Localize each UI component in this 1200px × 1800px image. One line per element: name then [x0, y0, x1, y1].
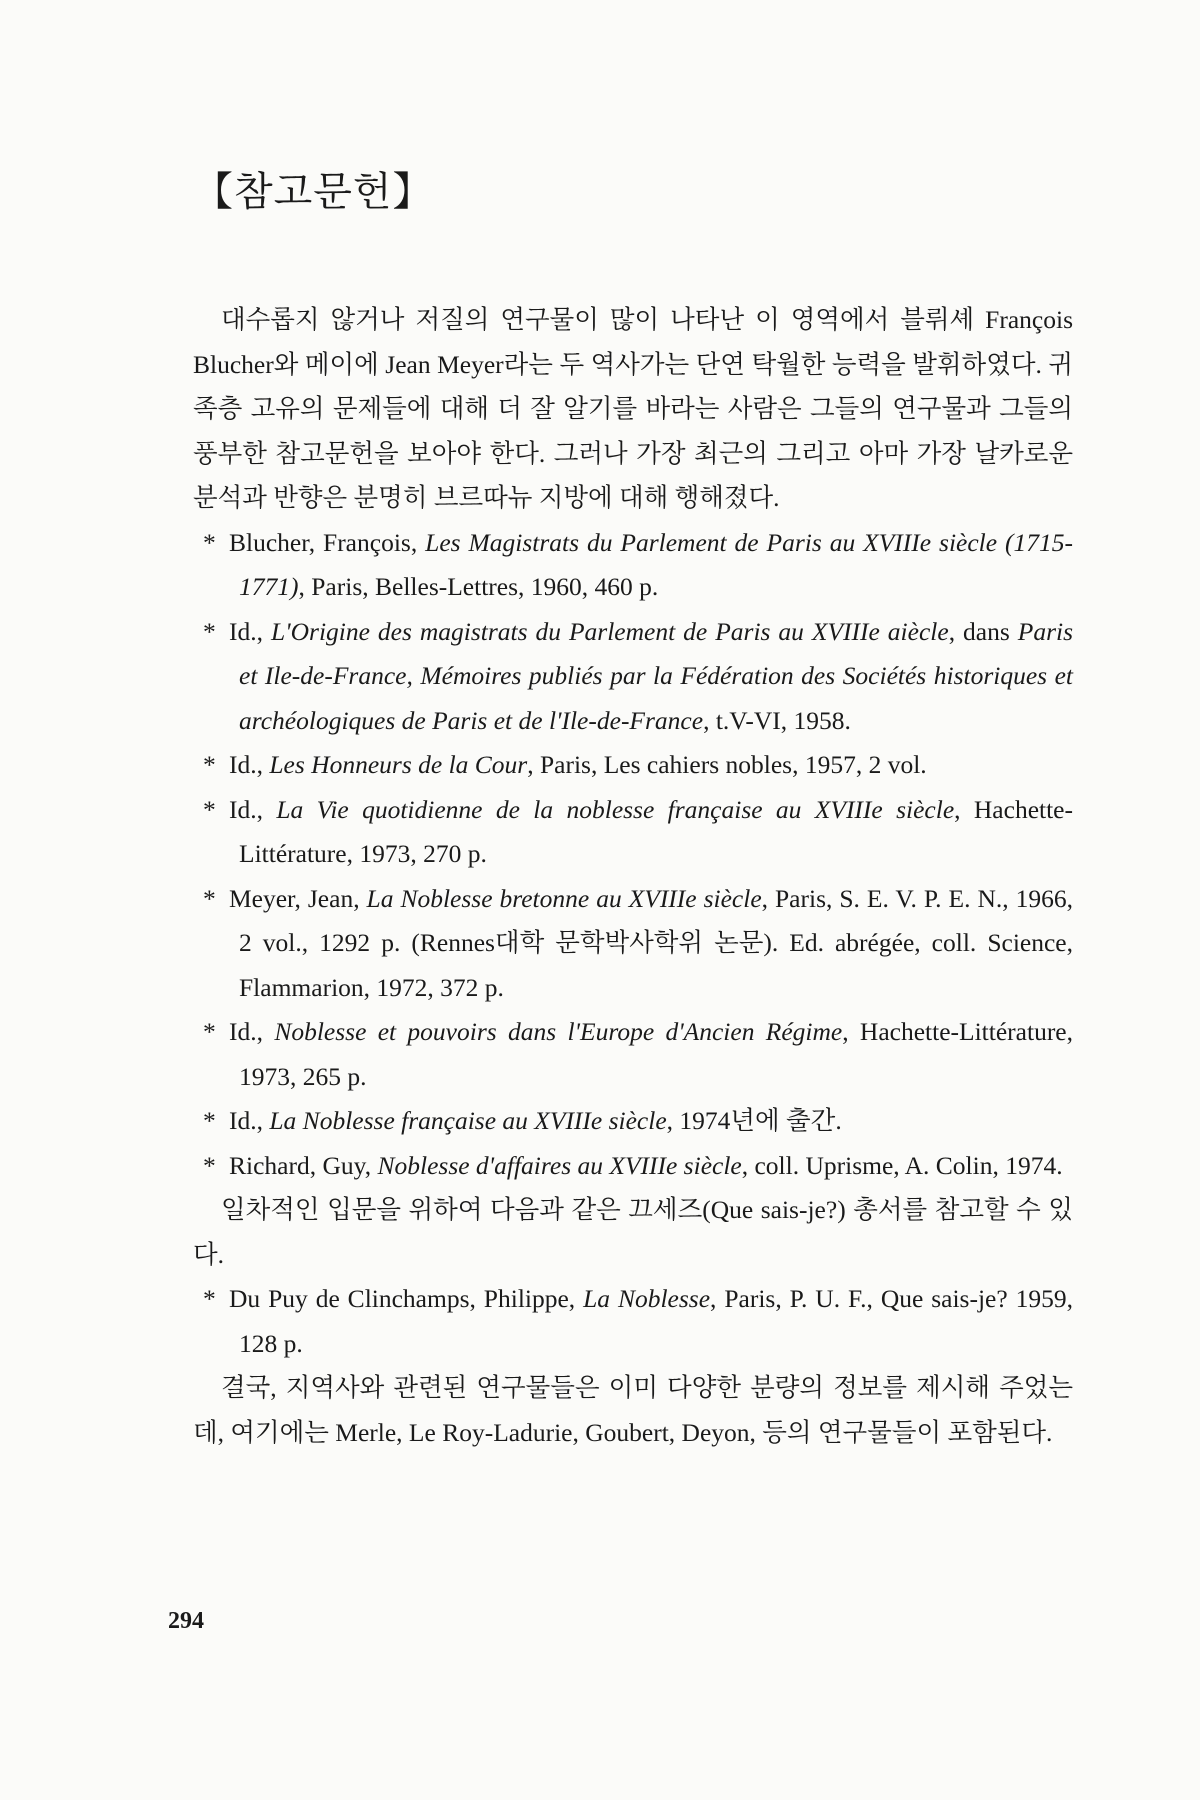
- ref-details: , t.V-VI, 1958.: [703, 705, 851, 735]
- ref-details: , Hachette-Littérature, 1973, 270 p.: [239, 794, 1073, 868]
- bullet-mark: *: [203, 750, 216, 779]
- reference-item: [201, 1277, 1073, 1366]
- reference-item: [201, 877, 1073, 1011]
- reference-item: [201, 788, 1073, 877]
- intro-paragraph: 대수롭지 않거나 저질의 연구물이 많이 나타난 이 영역에서 블뤼셰 François Blucher와 메이에 Jean Meyer라는 두 역사가는 단연 탁월한 능력을 발휘하였다. 귀족층 고유의 문제들에 대해 더 잘 알기를 바라는 사람은 그들의 연구물과 그들의 풍부한 참고문헌을 보아야 한다. 그러나 가장 최근의 그리고 아마 가장 날카로운 분석과 반향은 분명히 브르따뉴 지방에 대해 행해졌다.: [193, 305, 1073, 512]
- bullet-mark: *: [203, 1284, 216, 1313]
- closing-paragraph: 결국, 지역사와 관련된 연구물들은 이미 다양한 분량의 정보를 제시해 주었는데, 여기에는 Merle, Le Roy-Ladurie, Goubert, Deyon, 등의 연구물들이 포함된다.: [193, 1373, 1073, 1447]
- bullet-mark: *: [203, 794, 216, 824]
- reference-item: [201, 743, 1073, 788]
- document-body: [193, 298, 1073, 1455]
- reference-item: [201, 1010, 1073, 1099]
- ref-author: Id.,: [229, 794, 277, 824]
- intro-paragraph-que-sais-je: 일차적인 입문을 위하여 다음과 같은 끄세즈(Que sais-je?) 총서를 참고할 수 있다.: [193, 1195, 1073, 1269]
- reference-item: [201, 610, 1073, 744]
- ref-author: Blucher, François,: [229, 527, 426, 557]
- ref-author: Id.,: [229, 1017, 275, 1046]
- reference-item: [201, 1099, 1073, 1144]
- bullet-mark: *: [203, 527, 216, 557]
- section-heading: 【참고문헌】: [193, 169, 434, 214]
- bullet-mark: *: [203, 1106, 216, 1135]
- ref-title: La Noblesse française au XVIIIe siècle: [269, 1106, 667, 1135]
- ref-title: La Noblesse: [583, 1284, 711, 1313]
- ref-author: Du Puy de Clinchamps, Philippe,: [229, 1284, 584, 1313]
- ref-details: , Paris, Les cahiers nobles, 1957, 2 vol.: [527, 750, 927, 779]
- ref-author: Id.,: [229, 750, 270, 779]
- ref-connector: , dans: [948, 616, 1018, 646]
- bullet-mark: *: [203, 883, 216, 913]
- ref-details: , Paris, S. E. V. P. E. N., 1966, 2 vol., 1292 p. (Rennes대학 문학박사학위 논문). Ed. abrégée, coll. Science, Flammarion, 1972, 372 p.: [239, 883, 1073, 1002]
- ref-container-title: Paris et Ile-de-France, Mémoires publiés par la Fédération des Sociétés historiques et archéologiques de Paris et de l'Ile-de-France: [239, 616, 1074, 735]
- bullet-mark: *: [203, 1017, 216, 1046]
- ref-author: Id.,: [229, 616, 271, 646]
- ref-details: , 1974년에 출간.: [666, 1106, 842, 1135]
- ref-title: Noblesse d'affaires au XVIIIe siècle: [377, 1150, 742, 1180]
- ref-title: Noblesse et pouvoirs dans l'Europe d'Ancien Régime: [274, 1017, 843, 1046]
- bullet-mark: *: [203, 616, 216, 646]
- ref-author: Meyer, Jean,: [229, 883, 367, 913]
- ref-details: , Paris, P. U. F., Que sais-je? 1959, 128 p.: [239, 1284, 1073, 1358]
- ref-title: La Noblesse bretonne au XVIIIe siècle: [366, 883, 762, 913]
- ref-author: Id.,: [229, 1106, 270, 1135]
- ref-details: , Hachette-Littérature, 1973, 265 p.: [239, 1017, 1074, 1091]
- ref-details: , coll. Uprisme, A. Colin, 1974.: [741, 1150, 1063, 1180]
- page-number: 294: [168, 1608, 204, 1634]
- ref-title: Les Honneurs de la Cour: [269, 750, 528, 779]
- reference-item: [201, 521, 1073, 610]
- ref-details: , Paris, Belles-Lettres, 1960, 460 p.: [298, 572, 659, 601]
- ref-author: Richard, Guy,: [229, 1150, 378, 1180]
- reference-item: [201, 1144, 1073, 1189]
- bullet-mark: *: [203, 1150, 216, 1180]
- ref-title: Les Magistrats du Parlement de Paris au XVIIIe siècle (1715-1771): [239, 527, 1073, 601]
- ref-title: La Vie quotidienne de la noblesse française au XVIIIe siècle: [276, 794, 955, 824]
- ref-title: L'Origine des magistrats du Parlement de Paris au XVIIIe aiècle: [270, 616, 949, 646]
